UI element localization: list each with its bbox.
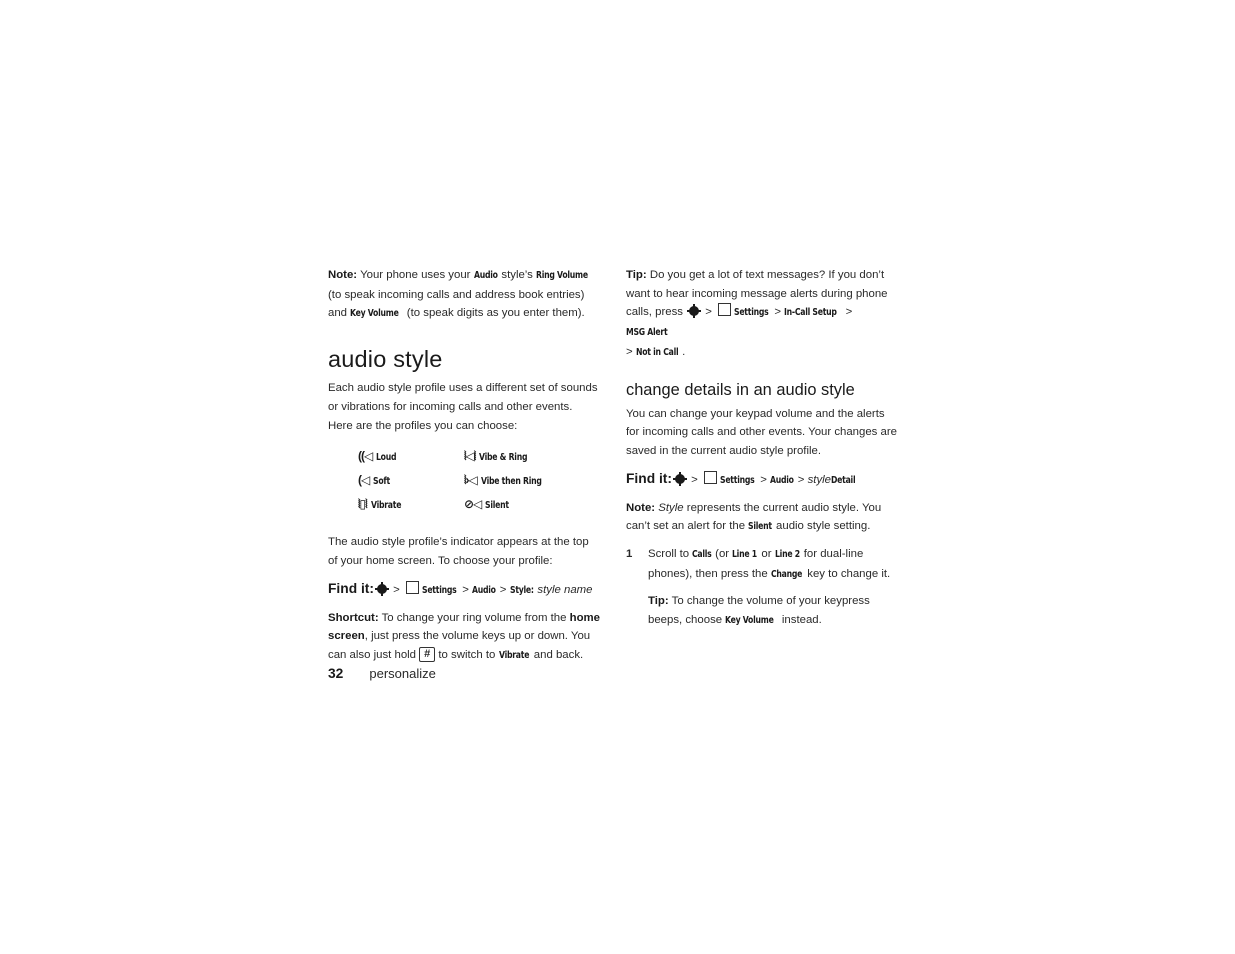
separator: > <box>842 306 853 319</box>
find-it-path <box>328 579 600 601</box>
note-label: Note: <box>328 269 358 281</box>
tip2-paragraph <box>626 592 898 630</box>
settings-term: Settings <box>421 584 457 596</box>
nav-key-icon <box>377 584 387 594</box>
in-call-setup-term: In-Call Setup <box>784 307 837 319</box>
tip-text: Do you get a lot of text messages? If you don’t want to hear incoming message alerts during phone calls, press <box>626 269 888 319</box>
note-text: (to speak digits as you enter them). <box>403 307 585 320</box>
nav-key-icon <box>689 306 699 316</box>
details-intro: You can change your keypad volume and the alerts for incoming calls and other events. Your changes are saved in the current audio style profile. <box>626 407 898 457</box>
change-term: Change <box>770 568 803 580</box>
profile-vibe-then-ring <box>464 471 548 492</box>
style-term: style <box>807 473 832 486</box>
separator: > <box>626 345 636 358</box>
tip2-label: Tip: <box>648 595 669 608</box>
note-paragraph <box>328 266 600 324</box>
separator: > <box>794 473 808 486</box>
not-in-call-term: Not in Call <box>635 346 679 358</box>
settings-term: Settings <box>734 307 769 319</box>
profile-silent <box>464 495 510 516</box>
settings-icon <box>704 471 717 484</box>
step-text: Scroll to <box>648 548 693 561</box>
shortcut-text: To change your ring volume from the <box>378 611 570 624</box>
profile-label: Loud <box>376 452 397 464</box>
profile-vibrate <box>358 495 403 516</box>
separator: > <box>702 306 716 319</box>
shortcut-paragraph <box>328 609 600 666</box>
note-paragraph <box>626 499 898 537</box>
msg-alert-term: MSG Alert <box>626 327 668 339</box>
profile-label: Vibrate <box>370 500 401 512</box>
settings-icon <box>718 303 731 316</box>
settings-term: Settings <box>719 474 755 486</box>
style-term: Style: <box>509 584 534 596</box>
profile-label: Vibe then Ring <box>480 476 542 488</box>
line2-term: Line 2 <box>774 549 800 561</box>
profile-loud <box>358 447 397 468</box>
ring-volume-term: Ring Volume <box>536 270 588 281</box>
calls-term: Calls <box>692 549 712 561</box>
separator: > <box>459 583 473 596</box>
audio-term: Audio <box>770 474 794 486</box>
page-footer <box>328 664 436 684</box>
line1-term: Line 1 <box>732 549 758 561</box>
note-text: style’s <box>498 269 536 281</box>
key-volume-term: Key Volume <box>725 615 774 627</box>
separator: > <box>389 583 403 596</box>
vibe-then-ring-icon: ⦚›◁ <box>464 473 477 488</box>
audio-term: Audio <box>472 584 496 596</box>
separator: > <box>757 473 771 486</box>
left-column <box>328 266 600 666</box>
audio-term: Audio <box>473 270 498 281</box>
separator: > <box>687 473 701 486</box>
shortcut-text: to switch to <box>435 649 499 662</box>
find-it-label: Find it: <box>328 580 374 596</box>
loud-icon: ((◁ <box>358 449 373 464</box>
right-column <box>626 266 898 631</box>
note-text: audio style setting. <box>772 520 871 533</box>
vibrate-icon: ⦚▯⦚ <box>358 497 367 512</box>
profile-list <box>358 447 600 519</box>
note-text: (to speak incoming calls and address book entries) and <box>328 288 585 320</box>
profile-label: Soft <box>373 476 391 488</box>
tip-paragraph <box>626 266 898 363</box>
tip2-text: To change the volume of your keypress beeps, choose <box>648 595 870 627</box>
nav-key-icon <box>675 474 685 484</box>
profile-label: Silent <box>485 500 510 512</box>
note-text: represents the current audio style. You can’t set an alert for the <box>626 501 882 533</box>
note-text: Your phone uses your <box>357 269 474 281</box>
separator: > <box>496 583 510 596</box>
tip-text: . <box>682 345 686 358</box>
silent-icon: ⊘◁ <box>464 497 482 512</box>
step-text: (or <box>712 548 733 561</box>
profile-soft <box>358 471 390 492</box>
profile-vibe-and-ring <box>464 447 532 468</box>
step-number: 1 <box>626 548 633 561</box>
shortcut-text: , just press the volume keys up or down. You can also just hold <box>328 630 591 662</box>
shortcut-text: and back. <box>530 649 584 662</box>
step-1 <box>626 545 898 584</box>
indicator-paragraph: The audio style profile’s indicator appears at the top of your home screen. To choose your profile: <box>328 536 589 567</box>
tip2-text: instead. <box>778 614 822 627</box>
shortcut-label: Shortcut: <box>328 611 379 624</box>
vibe-and-ring-icon: ⦚◁⦚ <box>464 449 476 464</box>
home-screen-term: home screen <box>328 611 601 643</box>
section-name: personalize <box>369 666 436 681</box>
find-it-label: Find it: <box>626 470 672 486</box>
step-text: key to change it. <box>804 567 891 580</box>
vibrate-term: Vibrate <box>498 650 529 662</box>
find-it-path <box>626 469 898 491</box>
separator: > <box>771 306 785 319</box>
silent-term: Silent <box>748 521 772 533</box>
section-heading: audio style <box>328 346 443 373</box>
tip-label: Tip: <box>626 269 647 281</box>
settings-icon <box>406 581 419 594</box>
soft-icon: (◁ <box>358 473 370 488</box>
step-text: or <box>758 548 775 561</box>
hash-key-icon: # <box>419 647 435 662</box>
intro-paragraph: Each audio style profile uses a different set of sounds or vibrations for incoming calls and other events. Here are the profiles you can choose: <box>328 382 598 432</box>
note-label: Note: <box>626 501 656 514</box>
style-term: Style <box>655 501 684 514</box>
profile-label: Vibe & Ring <box>479 452 528 464</box>
style-name: style name <box>534 583 593 596</box>
step-text: for dual-line phones), then press the <box>648 548 864 580</box>
page-number: 32 <box>328 666 344 681</box>
detail-term: Detail <box>831 474 856 486</box>
subsection-heading: change details in an audio style <box>626 380 855 399</box>
key-volume-term: Key Volume <box>350 308 399 320</box>
